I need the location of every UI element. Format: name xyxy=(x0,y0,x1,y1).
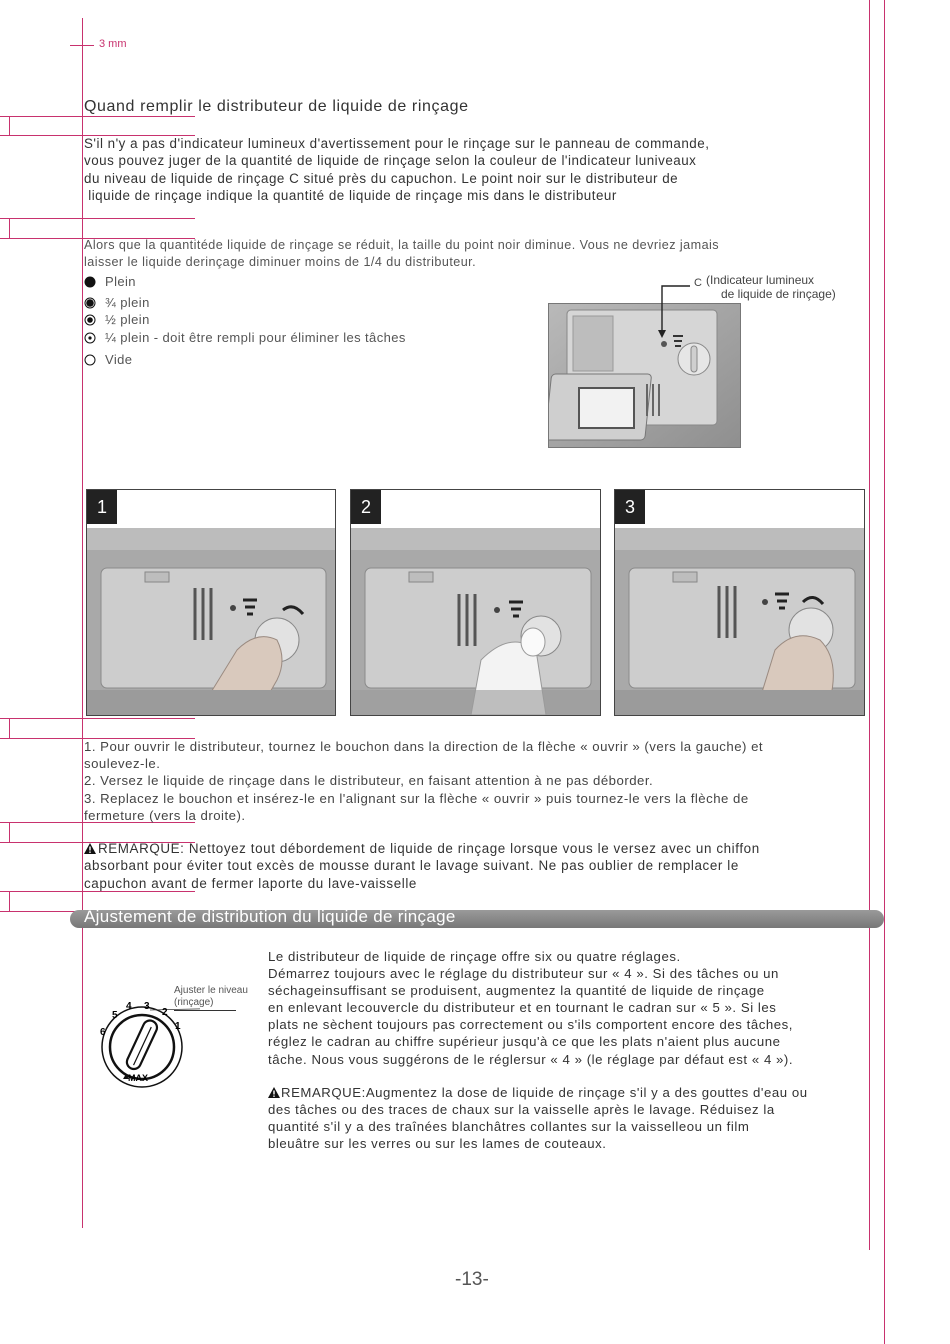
adjust-paragraph xyxy=(268,948,888,1068)
indicator-caption xyxy=(706,273,836,301)
instruction-line: 3. Replacez le bouchon et insérez-le en l'alignant sur la flèche « ouvrir » puis tournez-le vers la flèche de xyxy=(84,790,749,806)
empty-dot-icon xyxy=(84,354,96,366)
guide-3mm-label: 3 mm xyxy=(99,38,127,50)
section-title: Quand remplir le distributeur de liquide de rinçage xyxy=(84,98,469,115)
legend-label: ¾ plein xyxy=(105,295,150,310)
step-number: 1 xyxy=(87,490,117,524)
paragraph-line: plats ne sèchent toujours pas correctement ou s'ils comportent encore des tâches, xyxy=(268,1017,794,1033)
note-line: quantité s'il y a des traînées blanchâtres collantes sur la vaisselleou un film xyxy=(268,1119,750,1135)
note-line: capuchon avant de fermer laporte du lave-vaisselle xyxy=(84,875,417,891)
dial-number-5: 5 xyxy=(112,1010,118,1021)
legend-quarter xyxy=(84,330,406,345)
intro-paragraph xyxy=(84,135,884,205)
caption-line: de liquide de rinçage) xyxy=(721,287,836,301)
note-line: des tâches ou des traces de chaux sur la vaisselle après le lavage. Réduisez la xyxy=(268,1102,775,1118)
dial-label-line: (rinçage) xyxy=(174,997,214,1008)
paragraph-line: Le distributeur de liquide de rinçage offre six ou quatre réglages. xyxy=(268,949,681,964)
crop-line xyxy=(0,718,195,719)
legend-label: Vide xyxy=(105,352,133,367)
legend-empty xyxy=(84,352,132,367)
level-paragraph xyxy=(84,237,884,271)
legend-label: ¼ plein - doit être rempli pour éliminer les tâches xyxy=(105,330,406,345)
instruction-line: 1. Pour ouvrir le distributeur, tournez le bouchon dans la direction de la flèche « ouvrir » (vers la gauche) et xyxy=(84,739,764,754)
step-photo-1 xyxy=(86,489,336,716)
dial-number-6: 6 xyxy=(100,1027,106,1038)
dial-number-3: 3 xyxy=(144,1001,150,1012)
three-quarter-dot-icon xyxy=(84,297,96,309)
dial-number-1: 1 xyxy=(175,1021,181,1032)
half-dot-icon xyxy=(84,314,96,326)
step-number: 2 xyxy=(351,490,381,524)
legend-half xyxy=(84,312,150,327)
instructions xyxy=(84,738,884,824)
warning-icon xyxy=(268,1087,280,1098)
legend-full xyxy=(84,274,136,289)
paragraph-line: S'il n'y a pas d'indicateur lumineux d'avertissement pour le rinçage sur le panneau de commande, xyxy=(84,136,710,151)
note-line: REMARQUE: Nettoyez tout débordement de liquide de rinçage lorsque vous le versez avec un chiffon xyxy=(98,841,760,856)
crop-mark xyxy=(9,822,10,842)
note-line: bleuâtre sur les verres ou sur les lames de couteaux. xyxy=(268,1136,607,1152)
paragraph-line: en enlevant lecouvercle du distributeur et en tournant le cadran sur « 5 ». Si les xyxy=(268,1000,777,1016)
crop-line xyxy=(0,116,195,117)
quarter-dot-icon xyxy=(84,332,96,344)
indicator-letter: C xyxy=(694,277,702,289)
dial-number-4: 4 xyxy=(126,1001,132,1012)
paragraph-line: Alors que la quantitéde liquide de rinçage se réduit, la taille du point noir diminue. Vous ne devriez jamais xyxy=(84,238,720,252)
legend-label: Plein xyxy=(105,274,136,289)
paragraph-line: séchageinsuffisant se produisent, augmentez la quantité de liquide de rinçage xyxy=(268,983,765,999)
note-line: REMARQUE:Augmentez la dose de liquide de rinçage s'il y a des gouttes d'eau ou xyxy=(281,1085,808,1100)
note-line: absorbant pour éviter tout excès de mousse durant le lavage suivant. Ne pas oublier de remplacer le xyxy=(84,858,739,874)
indicator-pointer xyxy=(655,280,715,350)
full-dot-icon xyxy=(84,276,96,288)
crop-mark xyxy=(9,718,10,738)
page-number: -13- xyxy=(455,1269,489,1290)
legend-label: ½ plein xyxy=(105,312,150,327)
dial-icon xyxy=(90,995,200,1095)
step-photo-3 xyxy=(614,489,865,716)
paragraph-line: tâche. Nous vous suggérons de le réglersur « 4 » (le réglage par défaut est « 4 »). xyxy=(268,1051,794,1067)
paragraph-line: réglez le cadran au chiffre supérieur jusqu'à ce que les plats n'aient plus aucune xyxy=(268,1034,781,1050)
crop-mark xyxy=(9,218,10,238)
note-dosage xyxy=(268,1084,888,1152)
dial-max-label: MAX xyxy=(128,1073,148,1083)
crop-line xyxy=(0,218,195,219)
instruction-line: fermeture (vers la droite). xyxy=(84,807,246,823)
instruction-line: soulevez-le. xyxy=(84,756,161,772)
paragraph-line: vous pouvez juger de la quantité de liquide de rinçage selon la couleur de l'indicateur luniveaux xyxy=(84,153,697,169)
paragraph-line: Démarrez toujours avec le réglage du distributeur sur « 4 ». Si des tâches ou un xyxy=(268,966,779,982)
guide-line-left xyxy=(82,18,83,1228)
crop-mark xyxy=(9,116,10,135)
guide-tick-3mm xyxy=(70,45,94,46)
dial-label-line: Ajuster le niveau xyxy=(174,985,248,996)
caption-line: (Indicateur lumineux xyxy=(706,273,815,287)
paragraph-line: laisser le liquide derinçage diminuer moins de 1/4 du distributeur. xyxy=(84,254,477,269)
note-overflow xyxy=(84,840,884,892)
step-number: 3 xyxy=(615,490,645,524)
instruction-line: 2. Versez le liquide de rinçage dans le distributeur, en faisant attention à ne pas déborder. xyxy=(84,773,654,789)
step-photo-2 xyxy=(350,489,601,716)
paragraph-line: liquide de rinçage indique la quantité de liquide de rinçage mis dans le distributeur xyxy=(84,188,617,204)
legend-three-quarter xyxy=(84,295,150,310)
crop-mark xyxy=(9,891,10,911)
warning-icon xyxy=(84,843,96,854)
section-title: Ajustement de distribution du liquide de rinçage xyxy=(84,907,456,926)
paragraph-line: du niveau de liquide de rinçage C situé près du capuchon. Le point noir sur le distributeur de xyxy=(84,170,679,186)
dial-number-2: 2 xyxy=(162,1007,168,1018)
